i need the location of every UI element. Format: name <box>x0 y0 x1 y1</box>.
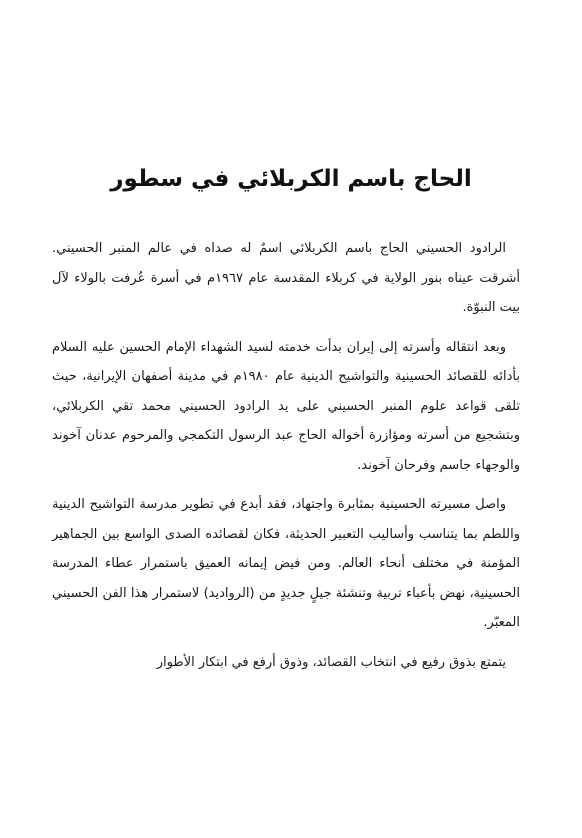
page-title: الحاج باسم الكربلائي في سطور <box>110 166 472 192</box>
paragraph-intro: الرادود الحسيني الحاج باسم الكربلائي اسمٌ له صداه في عالم المنبر الحسيني. أشرقت عيناه بنور الولاية في كربلاء المقدسة عام ١٩٦٧م في أسرة عُرفت بالولاء لآل بيت النبوّة. <box>52 241 520 315</box>
paragraph-beginnings: وبعد انتقاله وأسرته إلى إيران بدأت خدمته لسيد الشهداء الإمام الحسين عليه السلام بأدائه للقصائد الحسينية والتواشيح الدينية عام ١٩٨٠م في مدينة أصفهان الإيرانية، حيث تلقى قواعد علوم المنبر الحسيني على يد الرادود الحسيني محمد تقي الكربلائي، وبتشجيع من أسرته ومؤازرة أخواله الحاج عبد الرسول التكمجي والمرحوم عدنان آخوند والوجهاء جاسم وفرحان آخوند. <box>52 339 520 473</box>
paragraph-style: يتمتع بذوق رفيع في انتخاب القصائد، وذوق أرفع في ابتكار الأطوار <box>156 654 506 670</box>
body-text <box>52 234 520 677</box>
paragraph-career: واصل مسيرته الحسينية بمثابرة واجتهاد، فقد أبدع في تطوير مدرسة التواشيح الدينية واللطم بما يتناسب وأساليب التعبير الحديثة، فكان لقصائده الصدى الواسع بين الجماهير المؤمنة في مختلف أنحاء العالم. ومن فيض إيمانه العميق باستمرار عطاء المدرسة الحسينية، نهض بأعباء تربية وتنشئة جيلٍ جديدٍ من (الروادید) لاستمرار هذا الفن الحسيني المعبّر. <box>52 497 520 630</box>
